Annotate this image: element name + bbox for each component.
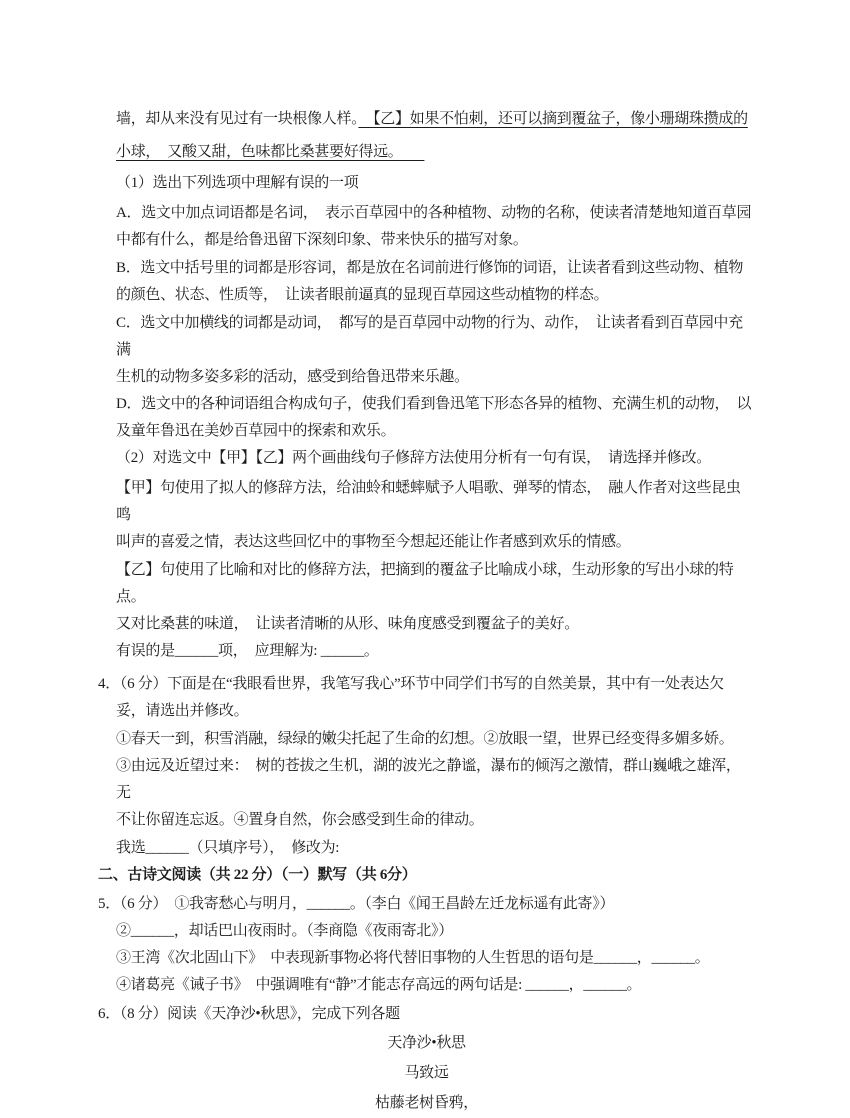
jia-analysis-line-2: 叫声的喜爱之情，表达这些回忆中的事物至今想起还能让作者感到欢乐的情感。 (116, 534, 631, 550)
q4-body-line-3: 不让你留连忘返。④置身自然，你会感受到生命的律动。 (116, 812, 484, 828)
yi-analysis-line-1: 【乙】句使用了比喻和对比的修辞方法，把摘到的覆盆子比喻成小球，生动形象的写出小球的特点。 (116, 562, 734, 605)
yi-analysis-line-2: 又对比桑葚的味道， 让读者清晰的从形、味角度感受到覆盆子的美好。 (116, 616, 579, 632)
jia-analysis-line-1: 【甲】句使用了拟人的修辞方法，给油蛉和蟋蟀赋予人唱歌、弹琴的情态， 融人作者对这些昆虫鸣 (116, 480, 741, 523)
q6-head: 6．（8 分）阅读《天净沙•秋思》，完成下列各题 (98, 1006, 400, 1022)
q5-line-2: ②______，却话巴山夜雨时。（李商隐《夜雨寄北》） (116, 923, 453, 939)
passage-underlined-sentence-start: 【乙】如果不怕刺，还可以摘到覆盆子，像小珊瑚珠攒成的 (358, 111, 748, 127)
q4-body-line-2: ③由远及近望过来： 树的苍拔之生机，湖的波光之静谧，瀑布的倾泻之激情，群山巍峨之雄浑，无 (116, 758, 741, 801)
q5-line-1: 5．（6 分） ①我寄愁心与明月，______。（李白《闻王昌龄左迁龙标遥有此寄》） (98, 896, 615, 912)
passage-line-1 (116, 103, 755, 136)
q5-line-3: ③王湾《次北固山下》 中表现新事物必将代替旧事物的人生哲思的语句是______，______。 (116, 950, 710, 966)
q3-answer-blank: 有误的是______项， 应理解为: ______。 (116, 643, 379, 659)
option-b-line-1: B．选文中括号里的词都是形容词，都是放在名词前进行修饰的词语，让读者看到这些动物、植物 (116, 260, 744, 276)
option-a-line-1: A．选文中加点词语都是名词， 表示百草园中的各种植物、动物的名称，使读者清楚地知道百草园 (116, 205, 752, 221)
q3-sub2-prompt: （2）对选文中【甲】【乙】两个画曲线句子修辞方法使用分析有一句有误， 请选择并修改。 (116, 450, 711, 466)
q4-body-line-1: ①春天一到，积雪消融，绿绿的嫩尖托起了生命的幻想。②放眼一望，世界已经变得多媚多娇。 (116, 731, 734, 747)
q5-line-4: ④诸葛亮《诫子书》 中强调唯有“静”才能志存高远的两句话是: ______，______。 (116, 977, 642, 993)
poem-line-1: 枯藤老树昏鸦， (375, 1095, 478, 1111)
option-d-line-1: D．选文中的各种词语组合构成句子，使我们看到鲁迅笔下形态各异的植物、充满生机的动物， 以 (116, 396, 752, 412)
section2-heading: 二、古诗文阅读（共 22 分）（一）默写（共 6分） (98, 867, 417, 883)
option-d-line-2: 及童年鲁迅在美妙百草园中的探索和欢乐。 (116, 423, 396, 439)
q3-sub1-prompt: （1）选出下列选项中理解有误的一项 (116, 175, 359, 191)
poem-author: 马致远 (404, 1065, 449, 1081)
option-a-line-2: 中都有什么，都是给鲁迅留下深刻印象、带来快乐的描写对象。 (116, 232, 528, 248)
option-c-line-2: 生机的动物多姿多彩的活动，感受到给鲁迅带来乐趣。 (116, 369, 469, 385)
q4-answer-blank: 我选______（只填序号）， 修改为: (116, 840, 340, 856)
option-b-line-2: 的颜色、状态、性质等， 让读者眼前逼真的显现百草园这些动植物的样态。 (116, 287, 609, 303)
option-c-line-1: C．选文中加横线的词都是动词， 都写的是百草园中动物的行为、动作， 让读者看到百草园中充满 (116, 315, 743, 358)
passage-text: 墙，却从来没有见过有一块根像人样。 (116, 111, 359, 127)
q4-head-line-1: 4．（6 分）下面是在“我眼看世界，我笔写我心”环节中同学们书写的自然美景，其中有一处表达欠 (98, 676, 724, 692)
poem-title: 天净沙•秋思 (387, 1035, 466, 1051)
passage-underlined-sentence-end: 小球， 又酸又甜，色味都比桑葚要好得远。 (116, 144, 425, 160)
q4-head-line-2: 妥，请选出并修改。 (116, 703, 249, 719)
passage-line-2 (116, 136, 755, 169)
